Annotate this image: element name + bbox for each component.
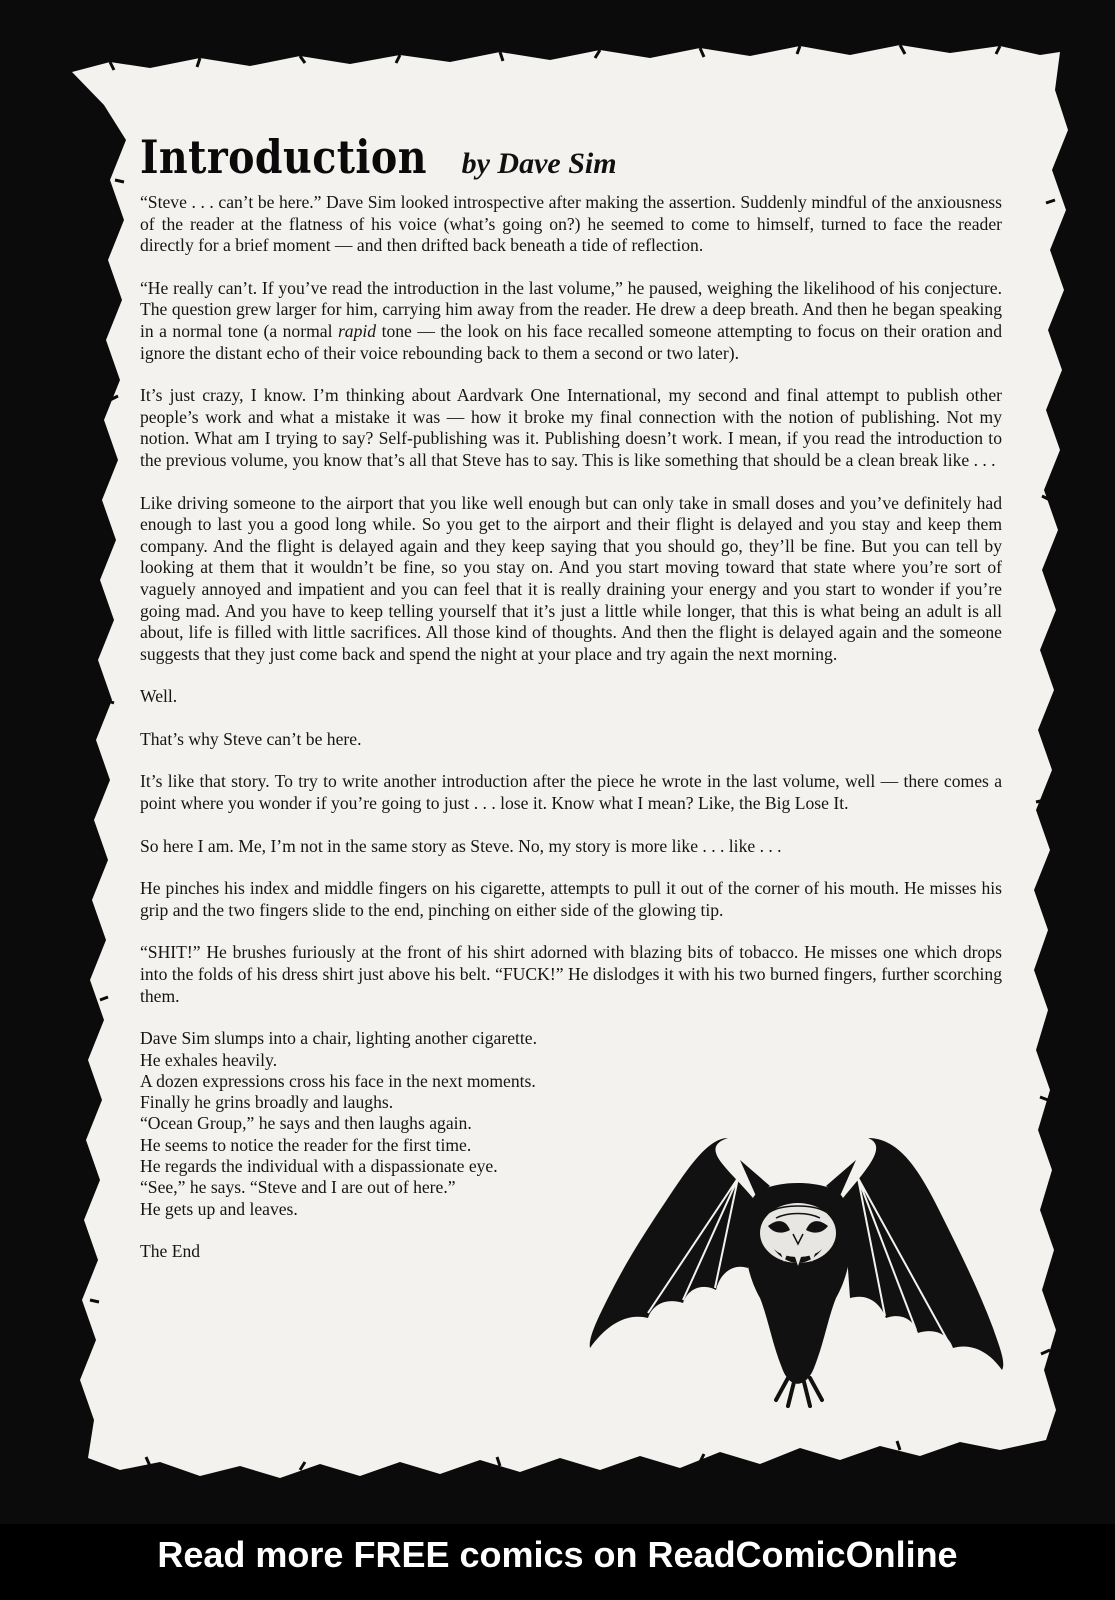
footer-link[interactable]: Read more FREE comics on ReadComicOnline (157, 1534, 958, 1575)
artist-signature: NEOH (885, 1172, 915, 1201)
paragraph-text: “He really can’t. If you’ve read the introduction in the last volume,” he paused, weighing the likelihood of his conjecture. The question grew larger for him, carrying him away from the reader. He drew a deep breath. And then he began speaking in a normal tone (a normal (140, 277, 1002, 341)
closing-line: Finally he grins broadly and laughs. (140, 1092, 394, 1113)
closing-line: He regards the individual with a dispassionate eye. (140, 1156, 498, 1176)
paragraph: It’s just crazy, I know. I’m thinking about Aardvark One International, my second and final attempt to publish other people’s work and what a mistake it was — how it broke my final connection with the notion of publishing. Not my notion. What am I trying to say? Self-publishing was it. Publishing doesn’t work. I mean, if you read the introduction to the previous volume, you know that’s all that Steve has to say. This is like something that should be a clean break like . . . (140, 385, 1002, 470)
paragraph: “Steve . . . can’t be here.” Dave Sim looked introspective after making the assertion. Suddenly mindful of the anxiousness of the reader at the flatness of his voice (what’s going on?) he seemed to come to himself, turned to face the reader directly for a brief moment — and then drifted back beneath a tide of reflection. (140, 192, 1002, 256)
paragraph: He pinches his index and middle fingers on his cigarette, attempts to pull it out of the corner of his mouth. He misses his grip and the two fingers slide to the end, pinching on either side of the glowing tip. (140, 878, 1002, 920)
the-end-text: The End (140, 1240, 201, 1261)
closing-line: “See,” he says. “Steve and I are out of here.” (140, 1177, 456, 1198)
paragraph: So here I am. Me, I’m not in the same story as Steve. No, my story is more like . . . like . . . (140, 835, 782, 856)
closing-line: He exhales heavily. (140, 1049, 278, 1070)
paragraph: That’s why Steve can’t be here. (140, 728, 362, 749)
byline: by Dave Sim (461, 147, 617, 180)
paragraph: Well. (140, 686, 178, 707)
closing-line: He gets up and leaves. (140, 1198, 298, 1219)
footer-banner (0, 1524, 1115, 1600)
closing-line: “Ocean Group,” he says and then laughs again. (140, 1113, 472, 1134)
paragraph: Like driving someone to the airport that you like well enough but can only take in small doses and you’ve definitely had enough to last you a good long while. So you get to the airport and their flight is delayed and you stay and keep them company. And the flight is delayed again and they keep saying that you should go, they’ll be fine. But you can tell by looking at them that it wouldn’t be fine, so you stay on. And you start moving toward that state where you’re sort of vaguely annoyed and impatient and you can feel that it is really draining your energy and you start to wonder if you’re going mad. And you have to keep telling yourself that it’s just a little while longer, that this is what being an adult is all about, life is filled with little sacrifices. All those kind of thoughts. And then the flight is delayed again and the someone suggests that they just come back and spend the night at your place and try again the next morning. (140, 492, 1002, 664)
closing-line: He seems to notice the reader for the first time. (140, 1134, 472, 1155)
left-wing (590, 1138, 753, 1348)
title-row (140, 130, 1002, 192)
closing-line: A dozen expressions cross his face in the next moments. (140, 1070, 536, 1091)
paragraph-text: tone — the look on his face recalled someone attempting to focus on their oration and ignore the distant echo of their voice rebounding back to them a second or two later). (140, 320, 1003, 363)
closing-lines (140, 1028, 610, 1262)
emphasis-text: rapid (337, 320, 377, 341)
right-wing (843, 1138, 1003, 1370)
paragraph: It’s like that story. To try to write another introduction after the piece he wrote in the last volume, well — there comes a point where you wonder if you’re going to just . . . lose it. Know what I mean? Like, the Big Lose It. (140, 771, 1002, 814)
paragraph (140, 278, 1002, 364)
paragraph: “SHIT!” He brushes furiously at the front of his shirt adorned with blazing bits of tobacco. He misses one which drops into the folds of his dress shirt just above his belt. “FUCK!” He dislodges it with his two burned fingers, further scorching them. (140, 942, 1002, 1006)
introduction-text-block (140, 130, 1002, 1262)
demon-bat-illustration (588, 1138, 1008, 1408)
page-title: Introduction (140, 130, 427, 184)
closing-line: Dave Sim slumps into a chair, lighting another cigarette. (140, 1028, 538, 1049)
